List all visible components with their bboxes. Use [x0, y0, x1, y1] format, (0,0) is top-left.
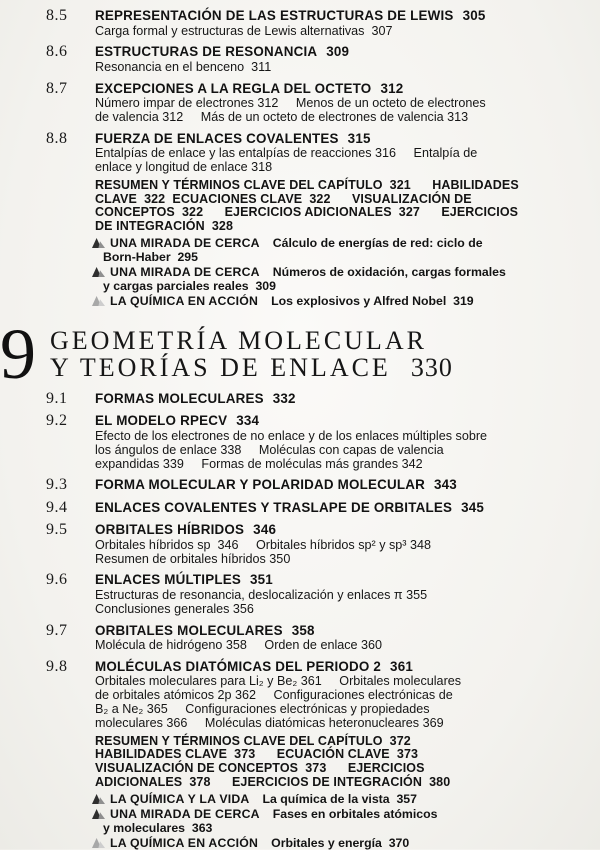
section-subentries [95, 639, 382, 653]
section-body [95, 477, 457, 494]
subentry-line: Resonancia en el benceno 311 [95, 59, 272, 74]
feature-description: Números de oxidación, cargas formales [272, 264, 506, 279]
feature-description: Orbitales y energía 370 [271, 835, 410, 850]
section-page-number: 343 [434, 477, 457, 493]
feature-entry [103, 235, 600, 264]
section-number: 8.7 [46, 79, 68, 97]
endmatter-line: VISUALIZACIÓN DE CONCEPTOS 373 EJERCICIOS [95, 761, 425, 776]
section-number: 9.7 [46, 621, 68, 639]
subentry-line: B₂ a Ne₂ 365 Configuraciones electrónicas y propiedades [95, 701, 430, 716]
feature-description: Los explosivos y Alfred Nobel 319 [271, 293, 474, 308]
section-number: 9.6 [46, 571, 68, 589]
section-title-line [95, 413, 487, 430]
feature-entry [103, 264, 600, 293]
endmatter-line: DE INTEGRACIÓN 328 [95, 219, 234, 234]
subentry-line: Conclusiones generales 356 [95, 601, 254, 616]
chapter-title-line2 [50, 354, 453, 382]
section-title-line [95, 659, 461, 676]
toc-section-9-2 [46, 413, 600, 471]
section-title: MOLÉCULAS DIATÓMICAS DEL PERIODO 2 [95, 658, 382, 674]
section-title-line [95, 522, 431, 539]
feature-label: LA QUÍMICA EN ACCIÓN [110, 293, 259, 308]
section-subentries [95, 25, 486, 39]
section-subentries [95, 97, 486, 125]
toc-section-8-8 [46, 131, 600, 175]
feature-label: UNA MIRADA DE CERCA [110, 264, 260, 279]
feature-entry [103, 806, 600, 835]
section-page-number: 312 [380, 80, 404, 96]
toc-section-9-3 [46, 477, 600, 494]
toc-section-9-7 [46, 623, 600, 653]
section-number: 9.4 [46, 498, 68, 516]
feature-label: LA QUÍMICA Y LA VIDA [110, 791, 250, 806]
section-title: ENLACES COVALENTES Y TRASLAPE DE ORBITALES [95, 499, 453, 515]
subentry-line: Molécula de hidrógeno 358 Orden de enlace 360 [95, 638, 383, 653]
subentry-line: moleculares 366 Moléculas diatómicas heteronucleares 369 [95, 715, 444, 730]
feature-description: Cálculo de energías de red: ciclo de [272, 235, 483, 250]
section-title-line [95, 44, 349, 61]
subentry-line: Resumen de orbitales híbridos 350 [95, 551, 291, 566]
section-number: 9.5 [46, 521, 68, 539]
endmatter-line: CONCEPTOS 322 EJERCICIOS ADICIONALES 327 EJERCICIOS [95, 205, 519, 220]
section-page-number: 334 [236, 413, 260, 429]
subentry-line: de valencia 312 Más de un octeto de electrones de valencia 313 [95, 109, 469, 124]
chapter8-features [103, 235, 600, 308]
section-title: ORBITALES MOLECULARES [95, 622, 283, 638]
section-title-line [95, 81, 486, 98]
subentry-line: enlace y longitud de enlace 318 [95, 159, 273, 174]
subentry-line: Entalpías de enlace y las entalpías de reacciones 316 Entalpía de [95, 146, 478, 161]
feature-marker-icon [92, 267, 105, 277]
section-title: ESTRUCTURAS DE RESONANCIA [95, 44, 318, 60]
section-title-line [95, 500, 484, 517]
section-subentries [95, 539, 431, 567]
feature-description-cont: Born-Haber 295 [103, 249, 198, 264]
subentry-line: Orbitales híbridos sp 346 Orbitales híbridos sp² y sp³ 348 [95, 537, 431, 552]
toc-section-9-8 [46, 659, 600, 731]
section-body [95, 522, 431, 566]
section-page-number: 351 [250, 572, 273, 588]
section-subentries [95, 675, 461, 730]
chapter-page-number: 330 [410, 353, 453, 383]
section-subentries [95, 61, 349, 75]
chapter-title-line1: GEOMETRÍA MOLECULAR [50, 325, 427, 355]
toc-section-9-4 [46, 500, 600, 517]
section-title-line [95, 477, 457, 494]
section-subentries [95, 589, 427, 617]
feature-marker-icon [92, 794, 105, 804]
feature-description-cont: y cargas parciales reales 309 [103, 278, 276, 293]
section-number: 8.6 [46, 43, 68, 61]
feature-label: UNA MIRADA DE CERCA [110, 235, 260, 250]
section-body [95, 659, 461, 731]
toc-section-9-1 [46, 391, 600, 408]
chapter9-features [103, 791, 600, 850]
feature-entry [110, 836, 600, 850]
section-page-number: 361 [390, 658, 413, 674]
subentry-line: Efecto de los electrones de no enlace y de los enlaces múltiples sobre [95, 428, 488, 443]
feature-description-cont: y moleculares 363 [103, 820, 213, 835]
section-page-number: 346 [253, 522, 277, 538]
section-body [95, 81, 486, 125]
section-page-number: 358 [291, 622, 315, 638]
feature-marker-icon [92, 838, 105, 848]
chapter-title-block [50, 326, 453, 382]
chapter-number: 9 [0, 313, 34, 394]
section-number: 9.8 [46, 657, 68, 675]
section-body [95, 44, 349, 74]
subentry-line: Orbitales moleculares para Li₂ y Be₂ 361 Orbitales moleculares [95, 674, 462, 689]
feature-description: Fases en orbitales atómicos [272, 806, 438, 821]
section-title: FORMAS MOLECULARES [95, 390, 264, 406]
toc-section-9-5 [46, 522, 600, 566]
section-page-number: 315 [347, 130, 371, 146]
feature-marker-icon [92, 809, 105, 819]
endmatter-line: RESUMEN Y TÉRMINOS CLAVE DEL CAPÍTULO 372 [95, 733, 411, 748]
endmatter-line: RESUMEN Y TÉRMINOS CLAVE DEL CAPÍTULO 321 HABILIDADES [95, 177, 519, 192]
section-number: 9.1 [46, 389, 68, 407]
section-title: ORBITALES HÍBRIDOS [95, 522, 245, 538]
toc-section-8-6 [46, 44, 600, 74]
subentry-line: Número impar de electrones 312 Menos de un octeto de electrones [95, 96, 486, 111]
section-body [95, 391, 296, 408]
section-subentries [95, 430, 487, 471]
section-number: 8.8 [46, 129, 68, 147]
feature-label: UNA MIRADA DE CERCA [110, 806, 260, 821]
section-title: FORMA MOLECULAR Y POLARIDAD MOLECULAR [95, 477, 426, 493]
section-number: 9.3 [46, 476, 68, 494]
subentry-line: Carga formal y estructuras de Lewis alternativas 307 [95, 23, 393, 38]
section-number: 8.5 [46, 7, 68, 24]
endmatter-line: CLAVE 322 ECUACIONES CLAVE 322 VISUALIZACIÓN DE [95, 191, 472, 206]
section-page-number: 305 [462, 8, 486, 23]
section-number: 9.2 [46, 412, 68, 430]
subentry-line: expandidas 339 Formas de moléculas más grandes 342 [95, 456, 423, 471]
section-title-line [95, 8, 486, 25]
feature-description: La química de la vista 357 [262, 791, 417, 806]
chapter9-endmatter [95, 735, 600, 790]
feature-entry [110, 792, 600, 806]
feature-label: LA QUÍMICA EN ACCIÓN [110, 835, 259, 850]
chapter-title-text: Y TEORÍAS DE ENLACE [50, 353, 391, 383]
chapter8-endmatter [95, 179, 600, 234]
section-title: EXCEPCIONES A LA REGLA DEL OCTETO [95, 80, 372, 96]
toc-section-9-6 [46, 572, 600, 616]
subentry-line: de orbitales atómicos 2p 362 Configuraciones electrónicas de [95, 688, 453, 703]
section-page-number: 309 [326, 44, 350, 60]
section-page-number: 345 [461, 499, 485, 515]
feature-marker-icon [92, 238, 105, 248]
section-title: EL MODELO RPECV [95, 413, 228, 429]
feature-entry [110, 294, 600, 308]
section-subentries [95, 147, 477, 175]
endmatter-line: HABILIDADES CLAVE 373 ECUACIÓN CLAVE 373 [95, 747, 419, 762]
section-body [95, 572, 427, 616]
endmatter-line: ADICIONALES 378 EJERCICIOS DE INTEGRACIÓN 380 [95, 774, 451, 789]
section-body [95, 131, 477, 175]
section-title-line [95, 391, 296, 408]
section-body [95, 413, 487, 471]
section-title: REPRESENTACIÓN DE LAS ESTRUCTURAS DE LEWIS [95, 8, 454, 23]
subentry-line: Estructuras de resonancia, deslocalización y enlaces π 355 [95, 587, 428, 602]
chapter9-heading [0, 313, 600, 394]
section-title-line [95, 623, 382, 640]
toc-section-8-7 [46, 81, 600, 125]
feature-marker-icon [92, 296, 105, 306]
section-body [95, 8, 486, 38]
section-title: ENLACES MÚLTIPLES [95, 572, 241, 588]
section-page-number: 332 [272, 390, 296, 406]
section-body [95, 500, 484, 517]
section-body [95, 623, 382, 653]
toc-section-8-5 [46, 8, 600, 38]
section-title-line [95, 131, 477, 148]
subentry-line: los ángulos de enlace 338 Moléculas con capas de valencia [95, 442, 444, 457]
section-title-line [95, 572, 427, 589]
section-title: FUERZA DE ENLACES COVALENTES [95, 130, 339, 146]
